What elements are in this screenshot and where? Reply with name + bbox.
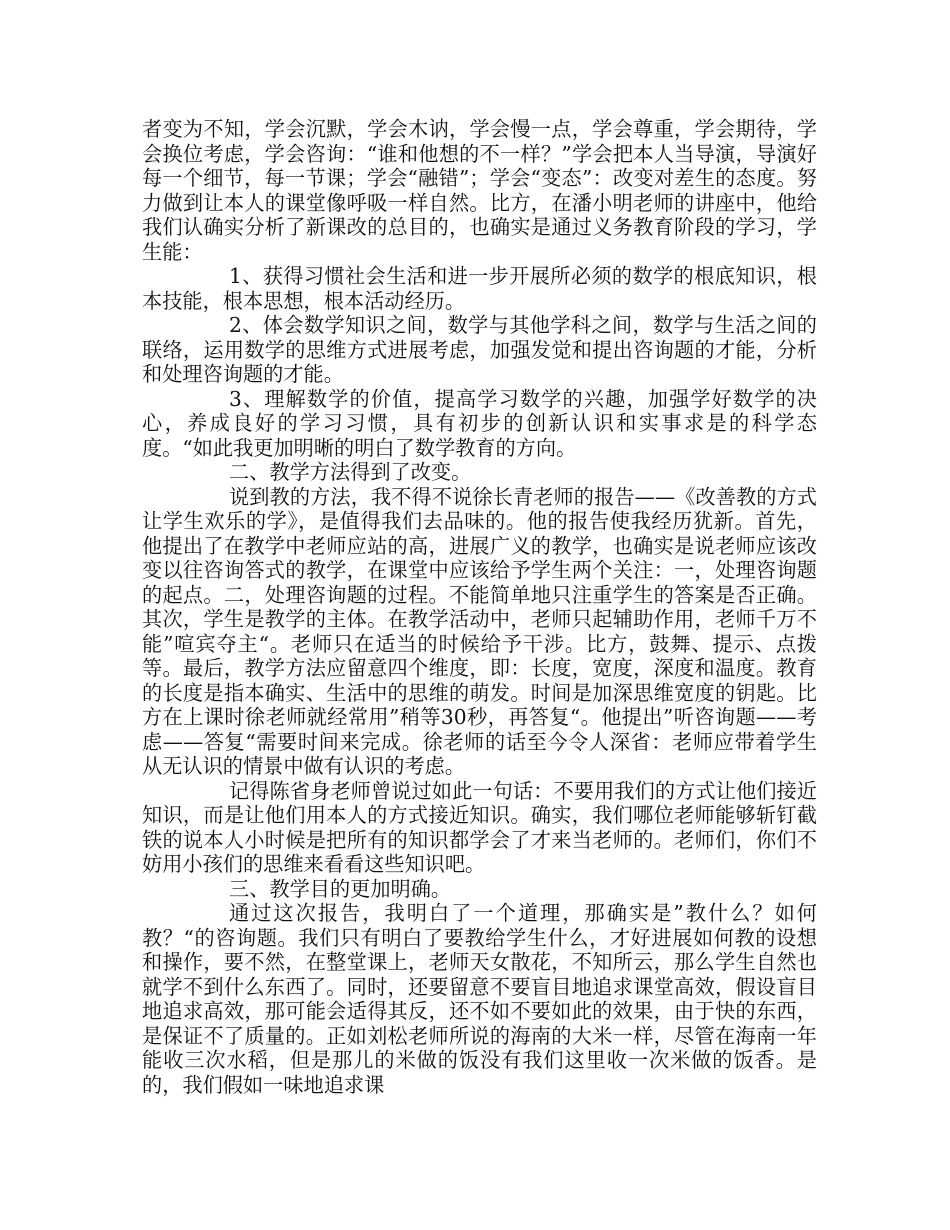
paragraph-goal-2: 2、体会数学知识之间，数学与其他学科之间，数学与生活之间的联络，运用数学的思维方式进展考虑，加强发觉和提出咨询题的才能，分析和处理咨询题的才能。 [142,313,817,386]
paragraph-quote: 记得陈省身老师曾说过如此一句话：不要用我们的方式让他们接近知识，而是让他们用本人的方式接近知识。确实，我们哪位老师能够斩钉截铁的说本人小时候是把所有的知识都学会了才来当老师的。老师们，你们不妨用小孩们的思维来看看这些知识吧。 [142,778,817,876]
paragraph-teaching-method: 说到教的方法，我不得不说徐长青老师的报告——《改善教的方式 让学生欢乐的学》，是值得我们去品味的。他的报告使我经历犹新。首先，他提出了在教学中老师应站的高，进展广义的教学，也确实是说老师应该改变以往咨询答式的教学，在课堂中应该给予学生两个关注：一，处理咨询题的起点。二，处理咨询题的过程。不能简单地只注重学生的答案是否正确。其次，学生是教学的主体。在教学活动中，老师只起辅助作用，老师千万不能”喧宾夺主“。老师只在适当的时候给予干涉。比方，鼓舞、提示、点拨等。最后，教学方法应留意四个维度，即：长度，宽度，深度和温度。教育的长度是指本确实、生活中的思维的萌发。时间是加深思维宽度的钥匙。比方在上课时徐老师就经常用”稍等30秒，再答复“。他提出”听咨询题——考虑——答复“需要时间来完成。徐老师的话至今令人深省：老师应带着学生从无认识的情景中做有认识的考虑。 [142,484,817,778]
paragraph-teaching-goal: 通过这次报告，我明白了一个道理，那确实是”教什么？如何教？“的咨询题。我们只有明白了要教给学生什么，才好进展如何教的设想和操作，要不然，在整堂课上，老师天女散花，不知所云，那么学生自然也就学不到什么东西了。同时，还要留意不要盲目地追求课堂高效，假设盲目地追求高效，那可能会适得其反，还不如不要如此的效果，由于快的东西，是保证不了质量的。正如刘松老师所说的海南的大米一样，尽管在海南一年能收三次水稻，但是那儿的米做的饭没有我们这里收一次米做的饭香。是的，我们假如一味地追求课 [142,901,817,1097]
section-heading-2: 二、教学方法得到了改变。 [229,460,472,484]
document-page [142,117,817,1097]
paragraph-intro: 者变为不知，学会沉默，学会木讷，学会慢一点，学会尊重，学会期待，学会换位考虑，学会咨询：“谁和他想的不一样？”学会把本人当导演，导演好每一个细节，每一节课；学会“融错”；学会“变态”：改变对差生的态度。努力做到让本人的课堂像呼吸一样自然。比方，在潘小明老师的讲座中，他给我们认确实分析了新课改的总目的，也确实是通过义务教育阶段的学习，学生能： [142,117,817,264]
section-heading-3: 三、教学目的更加明确。 [229,876,452,901]
paragraph-goal-3: 3、理解数学的价值，提高学习数学的兴趣，加强学好数学的决心，养成良好的学习习惯，具有初步的创新认识和实事求是的科学态度。“如此我更加明晰的明白了数学教育的方向。 [142,386,817,460]
paragraph-goal-1: 1、获得习惯社会生活和进一步开展所必须的数学的根底知识，根本技能，根本思想，根本活动经历。 [142,264,817,313]
